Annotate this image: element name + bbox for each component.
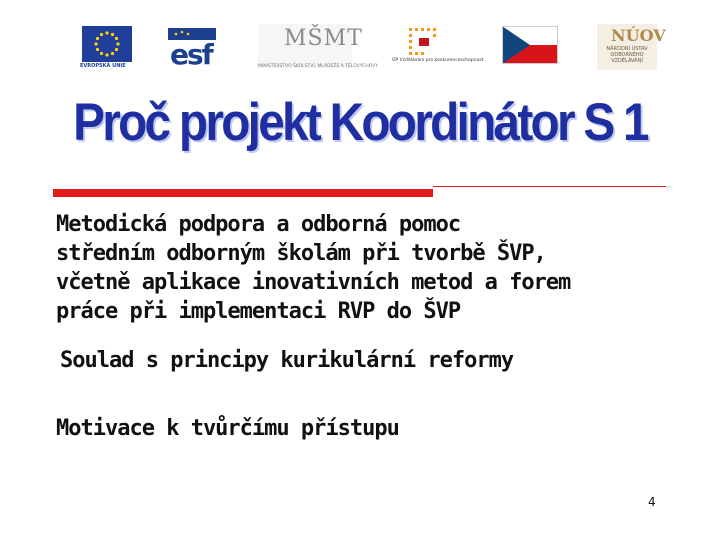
eu-stars-icon <box>82 26 132 62</box>
page-number: 4 <box>648 495 656 509</box>
title-divider-thick <box>53 189 433 197</box>
nuov-logo-mark: NÚOV <box>611 26 666 45</box>
title-divider-thin <box>433 186 666 187</box>
eu-flag-logo <box>82 26 132 62</box>
msmt-logo-mark: MŠMT <box>284 26 363 51</box>
paragraph-line: Metodická podpora a odborná pomoc <box>56 212 461 237</box>
esf-logo-text: esf <box>170 38 212 71</box>
eu-logo-caption: EVROPSKÁ UNIE <box>80 63 126 69</box>
line-curricular-reform: Soulad s principy kurikulární reformy <box>60 348 514 373</box>
paragraph-methodical-support <box>56 210 570 326</box>
paragraph-line: práce při implementaci RVP do ŠVP <box>56 299 461 324</box>
nuov-logo <box>597 24 666 70</box>
paragraph-line: středním odborným školám při tvorbě ŠVP, <box>56 241 546 266</box>
esf-logo <box>168 28 216 71</box>
msmt-logo <box>258 24 379 69</box>
op-logo-caption: OP Vzdělávání pro konkurenceschopnost <box>392 58 484 63</box>
op-dotted-square-icon <box>393 24 455 58</box>
czech-flag-logo <box>502 26 558 64</box>
slide-title: Proč projekt Koordinátor S 1 <box>73 93 647 152</box>
msmt-logo-caption: MINISTERSTVO ŠKOLSTVÍ, MLÁDEŽE A TĚLOVÝCHOVY <box>258 64 379 69</box>
paragraph-line: včetně aplikace inovativních metod a forem <box>56 270 571 295</box>
line-creative-motivation: Motivace k tvůrčímu přístupu <box>56 416 399 441</box>
nuov-logo-caption: NÁRODNÍ ÚSTAV ODBORNÉHO VZDĚLÁVÁNÍ <box>606 46 648 64</box>
czech-flag-icon <box>502 26 558 64</box>
